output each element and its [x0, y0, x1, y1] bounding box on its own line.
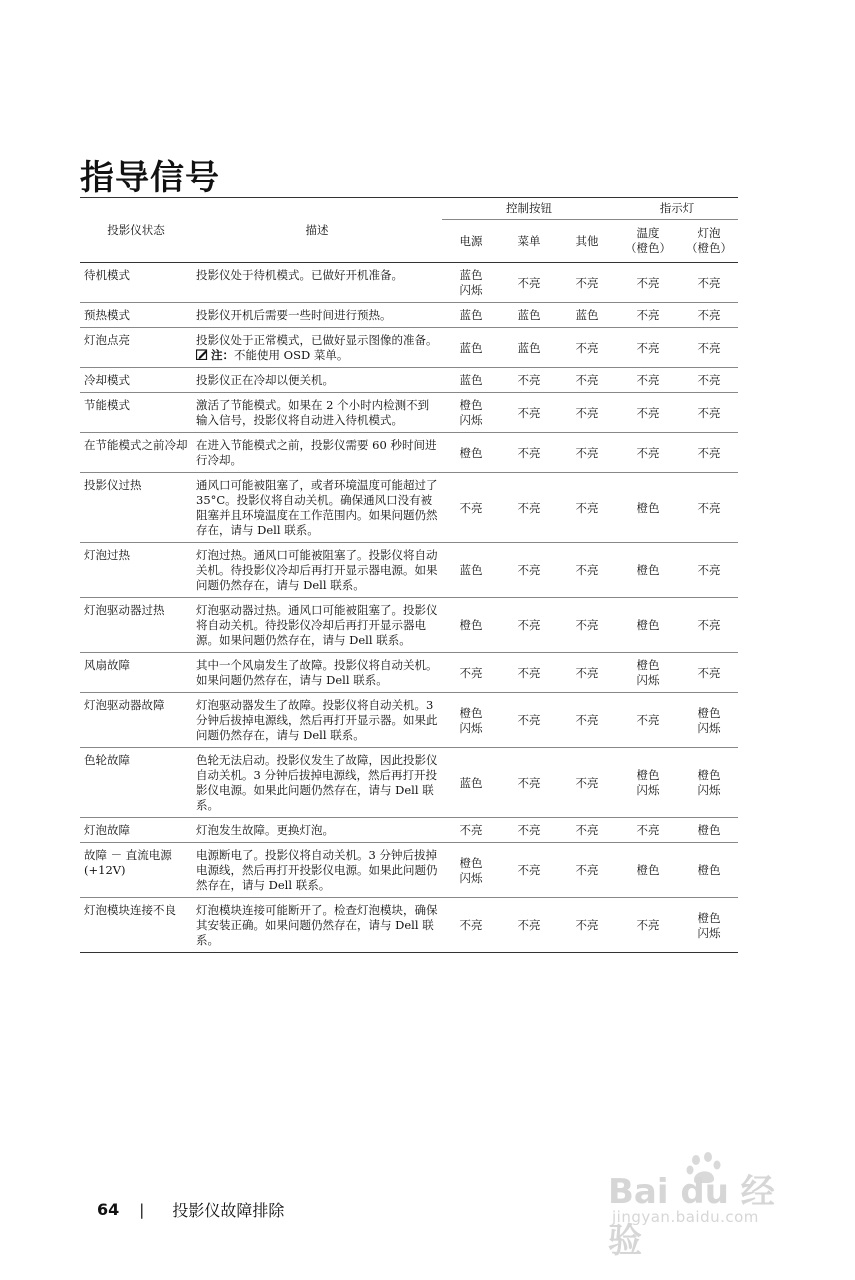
- row-temp-status: 不亮: [616, 898, 680, 953]
- page-footer: [97, 1198, 284, 1221]
- row-state: 故障 － 直流电源 (+12V): [80, 843, 192, 898]
- row-power-status: 橙色 闪烁: [442, 393, 500, 433]
- row-menu-status: 不亮: [500, 818, 558, 843]
- row-temp-status: 不亮: [616, 393, 680, 433]
- row-menu-status: 不亮: [500, 843, 558, 898]
- row-temp-status: 不亮: [616, 303, 680, 328]
- row-menu-status: 不亮: [500, 653, 558, 693]
- table-row: [80, 263, 738, 303]
- indicator-signal-table: [80, 197, 738, 953]
- row-other-status: 不亮: [558, 543, 616, 598]
- table-row: [80, 433, 738, 473]
- row-lamp-status: 橙色 闪烁: [680, 748, 738, 818]
- row-state: 节能模式: [80, 393, 192, 433]
- row-power-status: 蓝色: [442, 748, 500, 818]
- header-indicators: 指示灯: [616, 198, 738, 220]
- row-menu-status: 蓝色: [500, 303, 558, 328]
- row-power-status: 不亮: [442, 473, 500, 543]
- row-other-status: 不亮: [558, 328, 616, 368]
- page-number: 64: [97, 1200, 120, 1219]
- row-lamp-status: 不亮: [680, 393, 738, 433]
- header-temp: 温度 （橙色）: [616, 220, 680, 263]
- row-state: 风扇故障: [80, 653, 192, 693]
- row-temp-status: 不亮: [616, 433, 680, 473]
- header-other: 其他: [558, 220, 616, 263]
- row-state: 灯泡点亮: [80, 328, 192, 368]
- note-pencil-icon: [196, 349, 208, 360]
- header-power: 电源: [442, 220, 500, 263]
- row-power-status: 蓝色: [442, 368, 500, 393]
- table-row: [80, 598, 738, 653]
- row-description-text: 激活了节能模式。如果在 2 个小时内检测不到输入信号，投影仪将自动进入待机模式。: [196, 398, 430, 427]
- row-state: 预热模式: [80, 303, 192, 328]
- row-description: [192, 303, 442, 328]
- header-description: 描述: [192, 198, 442, 263]
- row-menu-status: 蓝色: [500, 328, 558, 368]
- row-power-status: 蓝色: [442, 303, 500, 328]
- row-lamp-status: 不亮: [680, 653, 738, 693]
- table-row: [80, 653, 738, 693]
- row-description-text: 投影仪处于正常模式，已做好显示图像的准备。: [196, 333, 438, 347]
- row-description: [192, 543, 442, 598]
- row-other-status: 不亮: [558, 263, 616, 303]
- row-lamp-status: 不亮: [680, 543, 738, 598]
- row-temp-status: 橙色: [616, 473, 680, 543]
- row-description: [192, 393, 442, 433]
- row-description-text: 投影仪处于待机模式。已做好开机准备。: [196, 268, 403, 282]
- row-description: [192, 843, 442, 898]
- row-lamp-status: 橙色: [680, 818, 738, 843]
- row-power-status: 橙色 闪烁: [442, 843, 500, 898]
- row-state: 投影仪过热: [80, 473, 192, 543]
- row-state: 色轮故障: [80, 748, 192, 818]
- row-description: [192, 693, 442, 748]
- row-description-text: 其中一个风扇发生了故障。投影仪将自动关机。如果问题仍然存在，请与 Dell 联系。: [196, 658, 438, 687]
- row-other-status: 不亮: [558, 393, 616, 433]
- header-lamp: 灯泡 （橙色）: [680, 220, 738, 263]
- table-row: [80, 473, 738, 543]
- note-label: 注：: [211, 348, 234, 362]
- footer-separator: |: [139, 1200, 145, 1219]
- row-menu-status: 不亮: [500, 393, 558, 433]
- row-state: 灯泡故障: [80, 818, 192, 843]
- row-lamp-status: 不亮: [680, 263, 738, 303]
- row-state: 灯泡过热: [80, 543, 192, 598]
- row-power-status: 橙色: [442, 433, 500, 473]
- row-description-text: 灯泡发生故障。更换灯泡。: [196, 823, 334, 837]
- row-temp-status: 不亮: [616, 328, 680, 368]
- row-lamp-status: 橙色 闪烁: [680, 693, 738, 748]
- row-lamp-status: 不亮: [680, 473, 738, 543]
- row-menu-status: 不亮: [500, 473, 558, 543]
- row-note: [196, 348, 438, 363]
- row-lamp-status: 不亮: [680, 303, 738, 328]
- row-other-status: 不亮: [558, 693, 616, 748]
- row-temp-status: 不亮: [616, 263, 680, 303]
- row-menu-status: 不亮: [500, 598, 558, 653]
- row-menu-status: 不亮: [500, 898, 558, 953]
- row-lamp-status: 不亮: [680, 598, 738, 653]
- table-row: [80, 393, 738, 433]
- table-row: [80, 693, 738, 748]
- table-row: [80, 748, 738, 818]
- baidu-watermark: [608, 1150, 808, 1261]
- row-description-text: 投影仪正在冷却以便关机。: [196, 373, 334, 387]
- note-text: 不能使用 OSD 菜单。: [234, 348, 349, 362]
- row-other-status: 不亮: [558, 653, 616, 693]
- row-other-status: 不亮: [558, 598, 616, 653]
- table-row: [80, 898, 738, 953]
- table-row: [80, 328, 738, 368]
- row-temp-status: 不亮: [616, 818, 680, 843]
- table-row: [80, 368, 738, 393]
- row-menu-status: 不亮: [500, 748, 558, 818]
- row-temp-status: 橙色: [616, 543, 680, 598]
- row-other-status: 蓝色: [558, 303, 616, 328]
- table-row: [80, 843, 738, 898]
- row-description: [192, 328, 442, 368]
- table-row: [80, 818, 738, 843]
- row-power-status: 不亮: [442, 653, 500, 693]
- row-description-text: 色轮无法启动。投影仪发生了故障，因此投影仪自动关机。3 分钟后拔掉电源线，然后再打开投影仪电源。如果此问题仍然存在，请与 Dell 联系。: [196, 753, 438, 812]
- row-lamp-status: 不亮: [680, 328, 738, 368]
- row-menu-status: 不亮: [500, 263, 558, 303]
- row-menu-status: 不亮: [500, 368, 558, 393]
- row-temp-status: 橙色: [616, 843, 680, 898]
- row-temp-status: 橙色: [616, 598, 680, 653]
- row-description: [192, 433, 442, 473]
- row-lamp-status: 不亮: [680, 368, 738, 393]
- row-other-status: 不亮: [558, 473, 616, 543]
- row-description-text: 灯泡模块连接可能断开了。检查灯泡模块，确保其安装正确。如果问题仍然存在，请与 Dell 联系。: [196, 903, 438, 947]
- row-state: 灯泡驱动器过热: [80, 598, 192, 653]
- header-state: 投影仪状态: [80, 198, 192, 263]
- row-power-status: 蓝色: [442, 328, 500, 368]
- row-power-status: 不亮: [442, 818, 500, 843]
- row-state: 灯泡驱动器故障: [80, 693, 192, 748]
- row-description: [192, 263, 442, 303]
- row-description-text: 灯泡驱动器发生了故障。投影仪将自动关机。3 分钟后拔掉电源线，然后再打开显示器。如果此问题仍然存在，请与 Dell 联系。: [196, 698, 438, 742]
- chapter-title: 投影仪故障排除: [172, 1201, 285, 1220]
- row-temp-status: 橙色 闪烁: [616, 653, 680, 693]
- row-description: [192, 598, 442, 653]
- row-power-status: 蓝色 闪烁: [442, 263, 500, 303]
- row-other-status: 不亮: [558, 898, 616, 953]
- row-menu-status: 不亮: [500, 433, 558, 473]
- row-state: 待机模式: [80, 263, 192, 303]
- row-description-text: 灯泡过热。通风口可能被阻塞了。投影仪将自动关机。待投影仪冷却后再打开显示器电源。如果问题仍然存在，请与 Dell 联系。: [196, 548, 438, 592]
- row-description: [192, 748, 442, 818]
- row-description: [192, 653, 442, 693]
- row-description: [192, 898, 442, 953]
- row-other-status: 不亮: [558, 368, 616, 393]
- row-description: [192, 473, 442, 543]
- row-power-status: 蓝色: [442, 543, 500, 598]
- row-lamp-status: 橙色 闪烁: [680, 898, 738, 953]
- row-temp-status: 橙色 闪烁: [616, 748, 680, 818]
- row-other-status: 不亮: [558, 433, 616, 473]
- row-description-text: 通风口可能被阻塞了，或者环境温度可能超过了 35°C。投影仪将自动关机。确保通风口没有被阻塞并且环境温度在工作范围内。如果问题仍然存在，请与 Dell 联系。: [196, 478, 438, 537]
- signal-rows: [80, 263, 738, 953]
- row-other-status: 不亮: [558, 748, 616, 818]
- row-power-status: 橙色 闪烁: [442, 693, 500, 748]
- row-menu-status: 不亮: [500, 543, 558, 598]
- row-description: [192, 818, 442, 843]
- row-temp-status: 不亮: [616, 368, 680, 393]
- row-lamp-status: 橙色: [680, 843, 738, 898]
- row-temp-status: 不亮: [616, 693, 680, 748]
- table-row: [80, 303, 738, 328]
- row-state: 冷却模式: [80, 368, 192, 393]
- row-other-status: 不亮: [558, 818, 616, 843]
- header-menu: 菜单: [500, 220, 558, 263]
- row-description-text: 灯泡驱动器过热。通风口可能被阻塞了。投影仪将自动关机。待投影仪冷却后再打开显示器电源。如果问题仍然存在，请与 Dell 联系。: [196, 603, 438, 647]
- row-other-status: 不亮: [558, 843, 616, 898]
- row-description-text: 电源断电了。投影仪将自动关机。3 分钟后拔掉电源线，然后再打开投影仪电源。如果此问题仍然存在，请与 Dell 联系。: [196, 848, 438, 892]
- row-menu-status: 不亮: [500, 693, 558, 748]
- watermark-brand: Bai du 经验: [608, 1172, 775, 1261]
- row-state: 在节能模式之前冷却: [80, 433, 192, 473]
- row-description-text: 在进入节能模式之前，投影仪需要 60 秒时间进行冷却。: [196, 438, 437, 467]
- row-description: [192, 368, 442, 393]
- watermark-url: jingyan.baidu.com: [612, 1208, 759, 1226]
- row-state: 灯泡模块连接不良: [80, 898, 192, 953]
- header-control-buttons: 控制按钮: [442, 198, 616, 220]
- row-power-status: 不亮: [442, 898, 500, 953]
- row-lamp-status: 不亮: [680, 433, 738, 473]
- row-description-text: 投影仪开机后需要一些时间进行预热。: [196, 308, 392, 322]
- row-power-status: 橙色: [442, 598, 500, 653]
- table-row: [80, 543, 738, 598]
- page-title: 指导信号: [80, 158, 220, 198]
